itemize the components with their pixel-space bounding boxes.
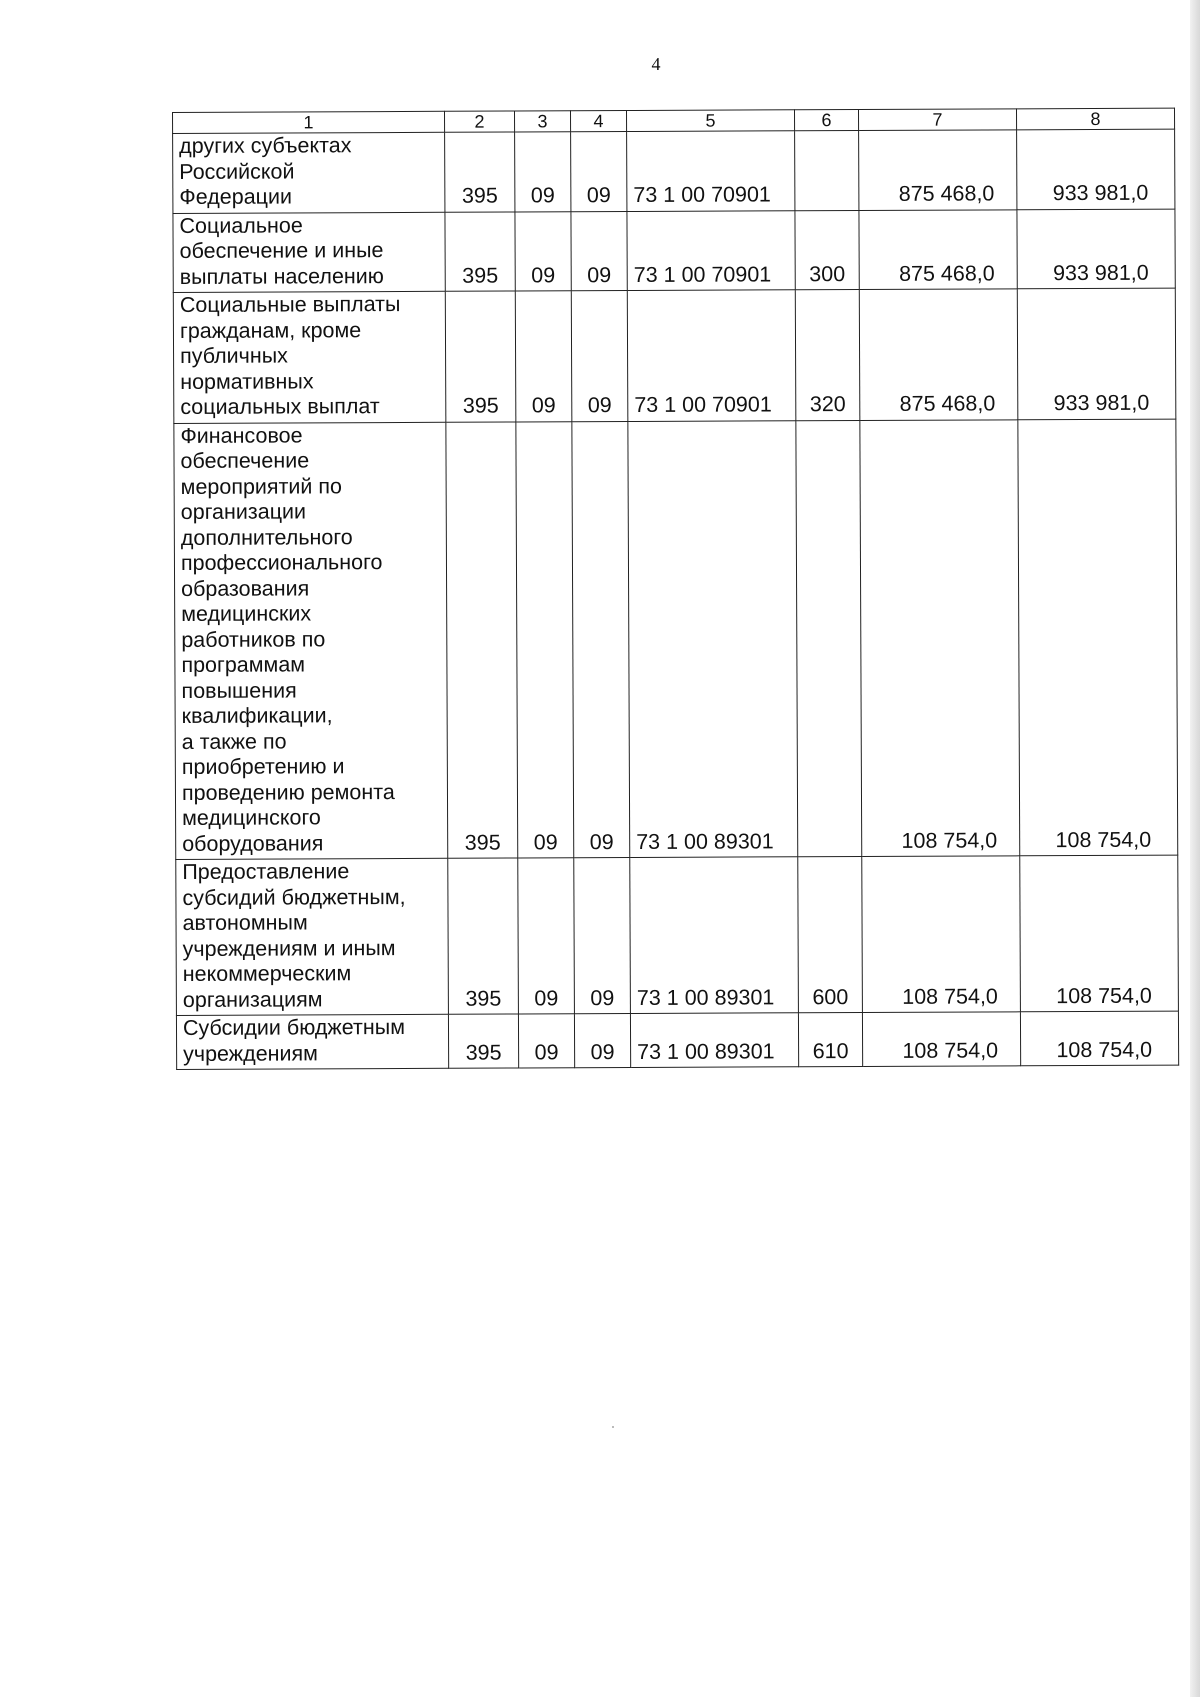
cell-ved: 395 <box>448 1014 518 1068</box>
cell-sum-1: 108 754,0 <box>862 856 1021 1013</box>
cell-pr: 09 <box>574 858 631 1014</box>
cell-rz: 09 <box>515 211 571 291</box>
cell-rz: 09 <box>518 858 575 1014</box>
cell-rz: 09 <box>518 1014 574 1068</box>
cell-ved: 395 <box>446 422 518 859</box>
cell-rz: 09 <box>516 421 574 858</box>
column-header: 4 <box>570 111 626 132</box>
cell-sum-1: 875 468,0 <box>859 209 1017 289</box>
column-header: 3 <box>514 111 570 132</box>
column-header: 7 <box>858 109 1016 131</box>
column-header: 8 <box>1016 108 1174 130</box>
cell-sum-2: 108 754,0 <box>1020 1011 1178 1066</box>
cell-csr: 73 1 00 89301 <box>630 857 799 1014</box>
table-row <box>176 855 1179 1015</box>
cell-sum-2: 108 754,0 <box>1018 419 1178 856</box>
cell-rz: 09 <box>515 132 571 212</box>
cell-pr: 09 <box>571 291 628 422</box>
table-row <box>173 129 1175 213</box>
cell-vr: 610 <box>798 1012 862 1066</box>
column-header: 1 <box>173 111 445 133</box>
cell-csr: 73 1 00 89301 <box>630 1013 798 1068</box>
cell-csr: 73 1 00 89301 <box>628 420 798 857</box>
cell-rz: 09 <box>515 291 572 422</box>
row-name: Социальные выплаты гражданам, кроме публичных нормативных социальных выплат <box>173 291 446 423</box>
scan-speck <box>612 1426 614 1428</box>
row-name: Финансовое обеспечение мероприятий по организации дополнительного профессионального образования медицинских работников по программам повышения квалификации, а также по приобретению и проведению ремонта медицинского оборудования <box>174 422 448 860</box>
scan-page-edge <box>1190 0 1200 1697</box>
cell-csr: 73 1 00 70901 <box>627 210 795 290</box>
cell-sum-1: 875 468,0 <box>859 289 1018 420</box>
cell-vr: 600 <box>798 856 863 1012</box>
row-name: Социальное обеспечение и иные выплаты населению <box>173 212 445 293</box>
cell-csr: 73 1 00 70901 <box>627 290 796 421</box>
cell-sum-2: 933 981,0 <box>1017 209 1175 289</box>
cell-sum-2: 108 754,0 <box>1020 855 1179 1012</box>
column-header: 6 <box>794 110 858 131</box>
row-name: Субсидии бюджетным учреждениям <box>176 1014 448 1069</box>
cell-ved: 395 <box>445 132 515 212</box>
cell-pr: 09 <box>574 1014 630 1068</box>
cell-sum-1: 875 468,0 <box>859 130 1017 210</box>
cell-vr: 300 <box>795 210 859 290</box>
cell-pr: 09 <box>571 132 627 212</box>
column-header: 5 <box>626 110 794 132</box>
page-number: 4 <box>651 54 661 74</box>
cell-pr: 09 <box>571 211 627 291</box>
cell-vr: 320 <box>795 290 860 421</box>
row-name: Предоставление субсидий бюджетным, автономным учреждениям и иным некоммерческим организациям <box>176 858 449 1015</box>
budget-table <box>172 108 1179 1070</box>
table-row <box>174 419 1178 860</box>
table-row <box>173 209 1175 293</box>
table-row <box>176 1011 1178 1069</box>
cell-sum-2: 933 981,0 <box>1017 129 1175 209</box>
cell-ved: 395 <box>448 858 519 1014</box>
cell-pr: 09 <box>572 421 630 858</box>
cell-csr: 73 1 00 70901 <box>627 131 795 211</box>
cell-ved: 395 <box>445 291 516 422</box>
table-row <box>173 288 1176 423</box>
cell-ved: 395 <box>445 212 515 292</box>
row-name: других субъектах Российской Федерации <box>173 132 445 213</box>
cell-vr <box>796 420 862 857</box>
cell-vr <box>795 131 859 211</box>
cell-sum-1: 108 754,0 <box>862 1012 1020 1067</box>
column-header: 2 <box>444 111 514 132</box>
cell-sum-2: 933 981,0 <box>1017 288 1176 419</box>
cell-sum-1: 108 754,0 <box>860 419 1020 856</box>
